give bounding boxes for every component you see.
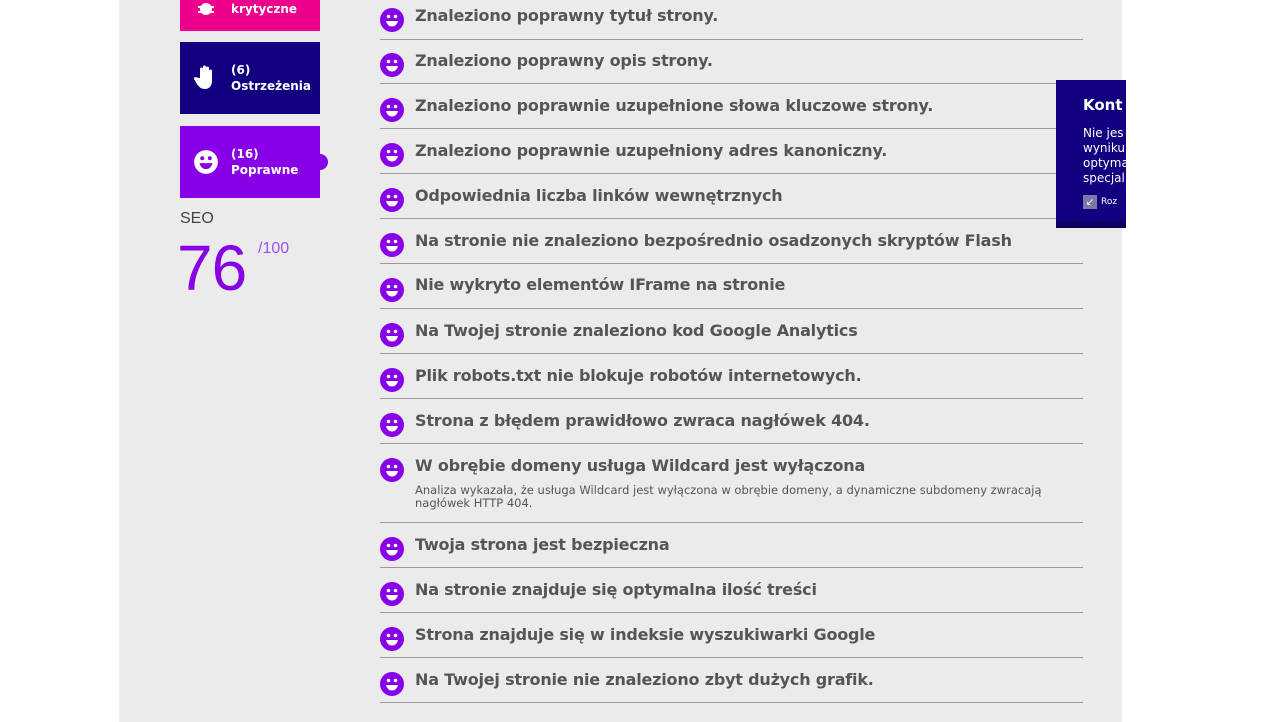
list-item[interactable] bbox=[380, 0, 1083, 40]
list-item[interactable] bbox=[380, 219, 1083, 264]
check-title: Twoja strona jest bezpieczna bbox=[415, 535, 670, 554]
smile-icon bbox=[380, 233, 404, 257]
list-item[interactable] bbox=[380, 444, 1083, 523]
list-item[interactable] bbox=[380, 354, 1083, 399]
smile-icon bbox=[380, 672, 404, 696]
smile-icon bbox=[380, 537, 404, 561]
smile-icon bbox=[380, 188, 404, 212]
check-title: Znaleziono poprawny tytuł strony. bbox=[415, 6, 719, 25]
smile-icon bbox=[380, 368, 404, 392]
contact-popup[interactable] bbox=[1056, 80, 1129, 222]
smile-icon bbox=[380, 323, 404, 347]
filter-warnings-label: (6) Ostrzeżenia bbox=[231, 63, 311, 93]
check-title: Na stronie nie znaleziono bezpośrednio osadzonych skryptów Flash bbox=[415, 231, 1012, 250]
list-item[interactable] bbox=[380, 129, 1083, 174]
check-title: Znaleziono poprawnie uzupełniony adres kanoniczny. bbox=[415, 141, 888, 160]
list-item[interactable] bbox=[380, 174, 1083, 219]
popup-text: Nie jes wyniku optyma specjal bbox=[1083, 126, 1129, 185]
smile-icon bbox=[380, 627, 404, 651]
smile-icon bbox=[380, 278, 404, 302]
smile-icon bbox=[380, 98, 404, 122]
filter-correct-label: (16) Poprawne bbox=[231, 147, 299, 177]
check-title: Nie wykryto elementów IFrame na stronie bbox=[415, 275, 786, 294]
smile-icon bbox=[380, 53, 404, 77]
audit-panel bbox=[119, 0, 1122, 722]
check-title: Znaleziono poprawnie uzupełnione słowa kluczowe strony. bbox=[415, 96, 934, 115]
smile-icon bbox=[380, 458, 404, 482]
list-item[interactable] bbox=[380, 613, 1083, 658]
smile-icon bbox=[192, 148, 220, 176]
list-item[interactable] bbox=[380, 568, 1083, 613]
expand-arrow-icon: ↙ bbox=[1083, 195, 1097, 209]
check-title: Na stronie znajduje się optymalna ilość treści bbox=[415, 580, 817, 599]
hand-stop-icon bbox=[192, 64, 220, 92]
check-title: Na Twojej stronie znaleziono kod Google Analytics bbox=[415, 321, 858, 340]
check-title: Znaleziono poprawny opis strony. bbox=[415, 51, 713, 70]
bug-icon bbox=[192, 0, 220, 23]
filter-critical[interactable] bbox=[180, 0, 320, 31]
popup-title: Kont bbox=[1083, 96, 1123, 114]
filter-critical-label: krytyczne bbox=[231, 1, 298, 16]
list-item[interactable] bbox=[380, 264, 1083, 309]
score-label: SEO bbox=[180, 210, 214, 227]
check-title: Strona z błędem prawidłowo zwraca nagłówek 404. bbox=[415, 411, 870, 430]
filter-warnings[interactable] bbox=[180, 42, 320, 114]
check-title: Odpowiednia liczba linków wewnętrznych bbox=[415, 186, 783, 205]
filter-correct[interactable] bbox=[180, 126, 320, 198]
checks-list bbox=[380, 0, 1083, 703]
check-title: W obrębie domeny usługa Wildcard jest wyłączona bbox=[415, 456, 866, 475]
smile-icon bbox=[380, 582, 404, 606]
popup-expand-button[interactable] bbox=[1083, 195, 1117, 209]
score-value: 76 bbox=[177, 232, 247, 304]
list-item[interactable] bbox=[380, 523, 1083, 568]
check-title: Strona znajduje się w indeksie wyszukiwarki Google bbox=[415, 625, 876, 644]
list-item[interactable] bbox=[380, 658, 1083, 703]
check-description: Analiza wykazała, że usługa Wildcard jest wyłączona w obrębie domeny, a dynamiczne subdomeny zwracają nagłówek HTTP 404. bbox=[415, 483, 1042, 510]
check-title: Plik robots.txt nie blokuje robotów internetowych. bbox=[415, 366, 862, 385]
check-title: Na Twojej stronie nie znaleziono zbyt dużych grafik. bbox=[415, 670, 874, 689]
smile-icon bbox=[380, 8, 404, 32]
list-item[interactable] bbox=[380, 399, 1083, 444]
score-max: /100 bbox=[258, 240, 290, 257]
popup-expand-label: Roz bbox=[1101, 197, 1118, 207]
list-item[interactable] bbox=[380, 84, 1083, 129]
list-item[interactable] bbox=[380, 309, 1083, 354]
smile-icon bbox=[380, 143, 404, 167]
smile-icon bbox=[380, 413, 404, 437]
list-item[interactable] bbox=[380, 40, 1083, 84]
